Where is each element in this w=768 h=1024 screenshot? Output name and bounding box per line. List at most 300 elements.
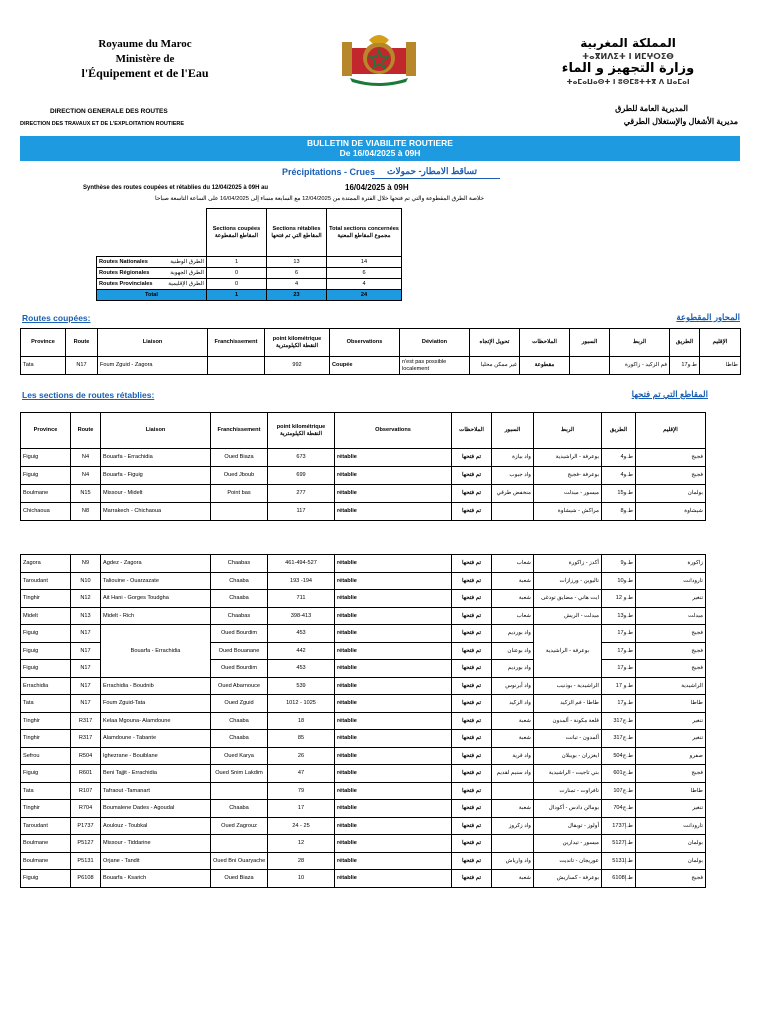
direction-generale-fr: DIRECTION GENERALE DES ROUTES [50,108,168,115]
summary-row [97,257,402,268]
col-mulahadat: الملاحظات [452,413,492,449]
cell-province: Tinghir [21,590,71,608]
coupees-title-fr: Routes coupées: [22,313,91,323]
cell-subur: واد بورديم [492,625,534,643]
cell-observations: rétablie [335,835,452,853]
summary-cell-retablies: 4 [267,279,327,290]
cell-franchissement: Chaaba [211,712,268,730]
synthesis-date: 16/04/2025 à 09H [345,183,409,192]
cell-province: Midelt [21,607,71,625]
cell-franchissement [208,357,265,375]
retablies-header-row [21,413,706,449]
summary-row-label [97,268,207,279]
cell-iqlim: تنغير [636,712,706,730]
col-province: Province [21,329,66,357]
cell-mulahadat: تم فتحها [452,712,492,730]
cell-mulahadat: تم فتحها [452,870,492,888]
cell-subur: شعاب [492,607,534,625]
cell-rabt: قلعة مكونة - ألمدون [534,712,602,730]
kingdom-name-tifinagh: ⵜⴰⴳⵍⴷⵉⵜ ⵏ ⵍⵎⵖⵔⵉⴱ [582,52,674,61]
col-subur: السبور [570,329,610,357]
table-row [21,765,706,783]
table-row [21,357,741,375]
cell-pk: 277 [268,485,335,503]
col-franchissement: Franchissement [211,413,268,449]
cell-rabt: ميدلت - الريش [534,607,602,625]
cell-observations: rétablie [335,747,452,765]
cell-route: N17 [71,677,101,695]
cell-liaison: Taliouine - Ouarzazate [101,572,211,590]
subtitle-ar: تساقط الامطار- حمولات [387,166,478,176]
coupees-title-ar: المحاور المقطوعة [676,312,740,322]
cell-tariq: ط.و4 [602,467,636,485]
cell-route: N9 [71,555,101,573]
cell-franchissement: Oued Biaza [211,870,268,888]
col-pk: point kilométrique النقطة الكيلومترية [265,329,330,357]
cell-rabt: بومالن دادس - أكودال [534,800,602,818]
cell-route: N17 [71,660,101,678]
cell-iqlim: فجيج [636,642,706,660]
cell-franchissement: Chaaba [211,590,268,608]
cell-province: Tata [21,782,71,800]
cell-mulahadat: تم فتحها [452,555,492,573]
col-deviation: Déviation [400,329,470,357]
col-iqlim: الإقليم [636,413,706,449]
cell-observations: rétablie [335,607,452,625]
cell-franchissement: Oued Biaza [211,449,268,467]
cell-subur [570,357,610,375]
col-route: Route [66,329,98,357]
cell-rabt: بوعرفة - كساريش [534,870,602,888]
cell-iqlim: تنغير [636,590,706,608]
cell-liaison: Missour - Midelt [101,485,211,503]
morocco-emblem-icon [336,28,422,88]
cell-subur: شعاب [492,555,534,573]
subtitle-underline [372,178,500,179]
cell-pk: 398-413 [268,607,335,625]
cell-rabt: ايغزران - بويبلان [534,747,602,765]
cell-liaison: Kelaa Mgouna- Alamdoune [101,712,211,730]
summary-corner [97,209,207,257]
ministry-name-fr-line2: l'Équipement et de l'Eau [81,66,209,80]
cell-pk: 17 [268,800,335,818]
cell-subur: منخفض طرقي [492,485,534,503]
cell-liaison: Bouarfa - Errachidia [101,625,211,678]
cell-observations: rétablie [335,712,452,730]
cell-iqlim: فجيج [636,449,706,467]
cell-province: Sefrou [21,747,71,765]
summary-row-label [97,257,207,268]
cell-mulahadat: تم فتحها [452,449,492,467]
cell-route: N12 [71,590,101,608]
summary-row-label [97,279,207,290]
cell-pk: 442 [268,642,335,660]
cell-rabt: الراشيدية - بوذنيب [534,677,602,695]
cell-subur [492,782,534,800]
cell-mulahadat: تم فتحها [452,852,492,870]
table-row [21,555,706,573]
cell-iqlim: الراشيدية [636,677,706,695]
cell-iqlim: فجيج [636,870,706,888]
summary-head-retablies: Sections rétablies المقاطع التي تم فتحها [267,209,327,257]
cell-mulahadat: تم فتحها [452,800,492,818]
cell-mulahadat: تم فتحها [452,747,492,765]
cell-observations: rétablie [335,485,452,503]
cell-liaison: Bouarfa - Errachidia [101,449,211,467]
cell-observations: rétablie [335,572,452,590]
cell-liaison: Bouarfa - Figuig [101,467,211,485]
cell-route: R317 [71,730,101,748]
cell-iqlim: صفرو [636,747,706,765]
col-rabt: الربط [534,413,602,449]
cell-mulahadat: تم فتحها [452,503,492,521]
cell-franchissement: Oued Zguid [211,695,268,713]
cell-route: N8 [71,503,101,521]
kingdom-name-fr: Royaume du Maroc [98,38,192,50]
summary-cell-coupees: 0 [207,279,267,290]
cell-liaison: Boumalene Dades - Agoudal [101,800,211,818]
cell-tariq: ط.و15 [602,485,636,503]
cell-liaison: Alamdoune - Tabante [101,730,211,748]
cell-tariq: ط.إ5127 [602,835,636,853]
summary-head-coupees: Sections coupées المقاطع المقطوعة [207,209,267,257]
cell-pk: 26 [268,747,335,765]
table-row [21,572,706,590]
cell-observations: rétablie [335,852,452,870]
cell-province: Tinghir [21,712,71,730]
cell-franchissement: Point bas [211,485,268,503]
ministry-name-fr-line1: Ministère de [115,53,175,65]
cell-route: N15 [71,485,101,503]
cell-iqlim: فجيج [636,625,706,643]
cell-mulahadat: تم فتحها [452,485,492,503]
cell-franchissement: Oued Bni Ouaryache [211,852,268,870]
cell-province: Boulmane [21,485,71,503]
cell-subur: شعبة [492,572,534,590]
cell-iqlim: فجيج [636,765,706,783]
cell-route: R504 [71,747,101,765]
cell-iqlim: طاطا [636,782,706,800]
cell-pk: 117 [268,503,335,521]
cell-tahwil: غير ممكن محليا [470,357,520,375]
retablies-table [20,412,706,521]
table-row [21,747,706,765]
cell-subur: واد بيازة [492,449,534,467]
cell-liaison: Midelt - Rich [101,607,211,625]
cell-liaison: Ait Hani - Gorges Toudgha [101,590,211,608]
cell-tariq: ط.و17 [602,695,636,713]
cell-province: Taroudant [21,572,71,590]
cell-mulahadat: تم فتحها [452,572,492,590]
cell-observations: rétablie [335,625,452,643]
summary-cell-retablies: 6 [267,268,327,279]
summary-row [97,279,402,290]
cell-franchissement: Oued Snim Lakdim [211,765,268,783]
summary-row-label-ar: الطرق الجهوية [170,269,204,276]
cell-mulahadat: تم فتحها [452,467,492,485]
cell-tariq: ط.و17 [670,357,700,375]
subtitle-fr: Précipitations - Crues [282,167,376,177]
cell-subur: واد قرية [492,747,534,765]
cell-observations: rétablie [335,555,452,573]
cell-mulahadat: تم فتحها [452,835,492,853]
cell-tariq: ط.و17 [602,625,636,643]
cell-pk: 992 [265,357,330,375]
cell-observations: rétablie [335,800,452,818]
cell-tariq: ط.إ5131 [602,852,636,870]
table-row [21,782,706,800]
cell-subur [492,835,534,853]
summary-cell-retablies: 13 [267,257,327,268]
cell-rabt: ميسور - تيدارين [534,835,602,853]
cell-province: Tata [21,695,71,713]
summary-table [96,208,402,301]
summary-total-retablies: 23 [267,290,327,301]
cell-liaison: Missour - Tiddarine [101,835,211,853]
cell-observations: rétablie [335,782,452,800]
cell-observations: Coupée [330,357,400,375]
cell-iqlim: تارودانت [636,572,706,590]
cell-province: Zagora [21,555,71,573]
cell-rabt: مراكش - شيشاوة [534,503,602,521]
cell-observations: rétablie [335,660,452,678]
cell-tariq: ط.ج704 [602,800,636,818]
cell-rabt: ميسور - ميدلت [534,485,602,503]
table-row [21,870,706,888]
cell-pk: 10 [268,870,335,888]
cell-pk: 539 [268,677,335,695]
cell-pk: 24 - 25 [268,817,335,835]
summary-cell-total: 6 [327,268,402,279]
cell-liaison: Orjane - Tandit [101,852,211,870]
cell-mulahadat: تم فتحها [452,730,492,748]
cell-province: Figuig [21,642,71,660]
col-observations: Observations [330,329,400,357]
table-row [21,590,706,608]
col-pk: point kilométrique النقطة الكيلومترية [268,413,335,449]
cell-route: N17 [71,695,101,713]
cell-route: N17 [71,625,101,643]
cell-route: N4 [71,449,101,467]
cell-route: N13 [71,607,101,625]
cell-tariq: ط.و17 [602,642,636,660]
cell-observations: rétablie [335,870,452,888]
cell-mulahadat: تم فتحها [452,817,492,835]
cell-province: Figuig [21,467,71,485]
cell-subur: واد سنيم لقديم [492,765,534,783]
bulletin-date: De 16/04/2025 à 09H [339,148,421,158]
cell-pk: 79 [268,782,335,800]
kingdom-name-ar: المملكة المغربية [580,36,676,50]
cell-iqlim: شيشاوة [636,503,706,521]
cell-mulahadat: تم فتحها [452,660,492,678]
cell-province: Figuig [21,870,71,888]
cell-subur: واد الزكيد [492,695,534,713]
cell-pk: 18 [268,712,335,730]
cell-route: P5127 [71,835,101,853]
cell-iqlim: تارودانت [636,817,706,835]
table-row [21,835,706,853]
col-tariq: الطريق [670,329,700,357]
cell-liaison: Ighezrane - Bouiblane [101,747,211,765]
summary-row-label-fr: Routes Nationales [99,258,148,265]
cell-route: N17 [66,357,98,375]
cell-liaison: Errachidia - Boudnib [101,677,211,695]
direction-travaux-ar: مديرية الأشغال والإستغلال الطرقي [623,117,738,126]
cell-tariq: ط.و9 [602,555,636,573]
cell-province: Figuig [21,765,71,783]
direction-generale-ar: المديرية العامة للطرق [615,104,688,113]
cell-iqlim: ميدلت [636,607,706,625]
cell-subur: شعبة [492,590,534,608]
summary-row [97,268,402,279]
cell-iqlim: فجيج [636,467,706,485]
table-row [21,817,706,835]
cell-route: P1737 [71,817,101,835]
cell-route: R704 [71,800,101,818]
cell-liaison: Marrakech - Chichaoua [101,503,211,521]
cell-tariq: ط.و 12 [602,590,636,608]
cell-subur: شعبة [492,870,534,888]
table-row [21,677,706,695]
cell-rabt: فم الزكيد - زاكورة [610,357,670,375]
ministry-name-ar: وزارة التجهيز و الماء [561,61,695,76]
cell-franchissement: Chaaba [211,730,268,748]
cell-iqlim: فجيج [636,660,706,678]
summary-cell-total: 4 [327,279,402,290]
cell-rabt: بني تاجيت - الراشيدية [534,765,602,783]
cell-rabt: تافراوت - تمنارت [534,782,602,800]
cell-route: N4 [71,467,101,485]
cell-franchissement: Oued Bourdim [211,625,268,643]
cell-observations: rétablie [335,817,452,835]
cell-route: P5131 [71,852,101,870]
cell-tariq: ط.إ1737 [602,817,636,835]
retablies-table-2 [20,554,706,888]
cell-franchissement: Oued Abarnouce [211,677,268,695]
synthesis-fr: Synthèse des routes coupées et rétablies du 12/04/2025 à 09H au [83,185,269,191]
cell-observations: rétablie [335,503,452,521]
cell-pk: 85 [268,730,335,748]
cell-province: Boulmane [21,852,71,870]
cell-province: Errachidia [21,677,71,695]
cell-liaison: Beni Tajjit - Errachidia [101,765,211,783]
cell-subur [492,503,534,521]
cell-mulahadat: تم فتحها [452,765,492,783]
cell-province: Taroudant [21,817,71,835]
col-subur: السبور [492,413,534,449]
cell-iqlim: طاطا [636,695,706,713]
cell-deviation: n'est pas possible localement [400,357,470,375]
cell-iqlim: بولمان [636,485,706,503]
cell-subur: واد بورديم [492,660,534,678]
cell-subur: واد وارياش [492,852,534,870]
ministry-name-tifinagh: ⵜⴰⵎⴰⵡⴰⵙⵜ ⵏ ⵓⵙⵎⵓⵜⵜⴳ ⴷ ⵡⴰⵎⴰⵏ [566,78,690,86]
cell-route: P6108 [71,870,101,888]
summary-row-label-ar: الطرق الإقليمية [168,280,204,287]
table-row [21,607,706,625]
cell-franchissement [211,782,268,800]
summary-total-total: 24 [327,290,402,301]
cell-subur: واد زكروز [492,817,534,835]
retablies-title-fr: Les sections de routes rétablies: [22,390,155,400]
col-mulahadat: الملاحظات [520,329,570,357]
cell-province: Boulmane [21,835,71,853]
cell-mulahadat: تم فتحها [452,607,492,625]
cell-mulahadat: تم فتحها [452,695,492,713]
cell-subur: واد أبرنوس [492,677,534,695]
cell-tariq: ط.و13 [602,607,636,625]
summary-total-label: Total [97,290,207,301]
retablies-title-ar: المقاطع التي تم فتحها [631,389,708,399]
direction-travaux-fr: DIRECTION DES TRAVAUX ET DE L'EXPLOITATION ROUTIERE [20,121,185,127]
cell-pk: 461-494-527 [268,555,335,573]
table-row [21,503,706,521]
bulletin-title: BULLETIN DE VIABILITE ROUTIERE [307,138,453,148]
table-row [21,625,706,643]
cell-pk: 193 -194 [268,572,335,590]
cell-rabt: بوعرفة - الراشيدية [534,625,602,678]
cell-franchissement: Chaabas [211,555,268,573]
summary-row-label-fr: Routes Régionales [99,269,150,276]
cell-rabt: بوعرفة -فجيج [534,467,602,485]
cell-rabt: ايت هاني - مضايق تودغى [534,590,602,608]
cell-mulahadat: تم فتحها [452,590,492,608]
cell-tariq: ط.ج601 [602,765,636,783]
cell-province: Figuig [21,625,71,643]
cell-franchissement: Oued Zagrouz [211,817,268,835]
cell-subur: شعبة [492,730,534,748]
table-row [21,800,706,818]
table-row [21,730,706,748]
cell-liaison: Aoulouz - Toubkal [101,817,211,835]
summary-head-total: Total sections concernées مجموع المقاطع المعنية [327,209,402,257]
cell-pk: 453 [268,625,335,643]
cell-liaison: Bouarfa - Ksarich [101,870,211,888]
cell-tariq: ط.و17 [602,660,636,678]
col-observations: Observations [335,413,452,449]
cell-franchissement [211,835,268,853]
cell-route: R317 [71,712,101,730]
cell-rabt: أكدز - زاكورة [534,555,602,573]
cell-liaison: Foum Zguid-Tata [101,695,211,713]
summary-total-row [97,290,402,301]
cell-tariq: ط.و 17 [602,677,636,695]
cell-pk: 1012 - 1025 [268,695,335,713]
cell-iqlim: بولمان [636,852,706,870]
cell-subur: شعبة [492,712,534,730]
summary-row-label-fr: Routes Provinciales [99,280,153,287]
cell-province: Figuig [21,449,71,467]
summary-header-row [97,209,402,257]
cell-rabt: تاليوين - ورزازات [534,572,602,590]
cell-rabt: ألمدون - تبانت [534,730,602,748]
table-row [21,695,706,713]
cell-liaison: Tafraout -Tamanart [101,782,211,800]
cell-mulahadat: تم فتحها [452,642,492,660]
cell-franchissement [211,503,268,521]
col-liaison: Liaison [98,329,208,357]
cell-tariq: ط.و8 [602,503,636,521]
summary-cell-total: 14 [327,257,402,268]
cell-province: Tinghir [21,730,71,748]
cell-route: R107 [71,782,101,800]
col-iqlim: الإقليم [700,329,741,357]
cell-tariq: ط.ج317 [602,730,636,748]
cell-subur: شعبة [492,800,534,818]
cell-tariq: ط.و10 [602,572,636,590]
cell-route: R601 [71,765,101,783]
